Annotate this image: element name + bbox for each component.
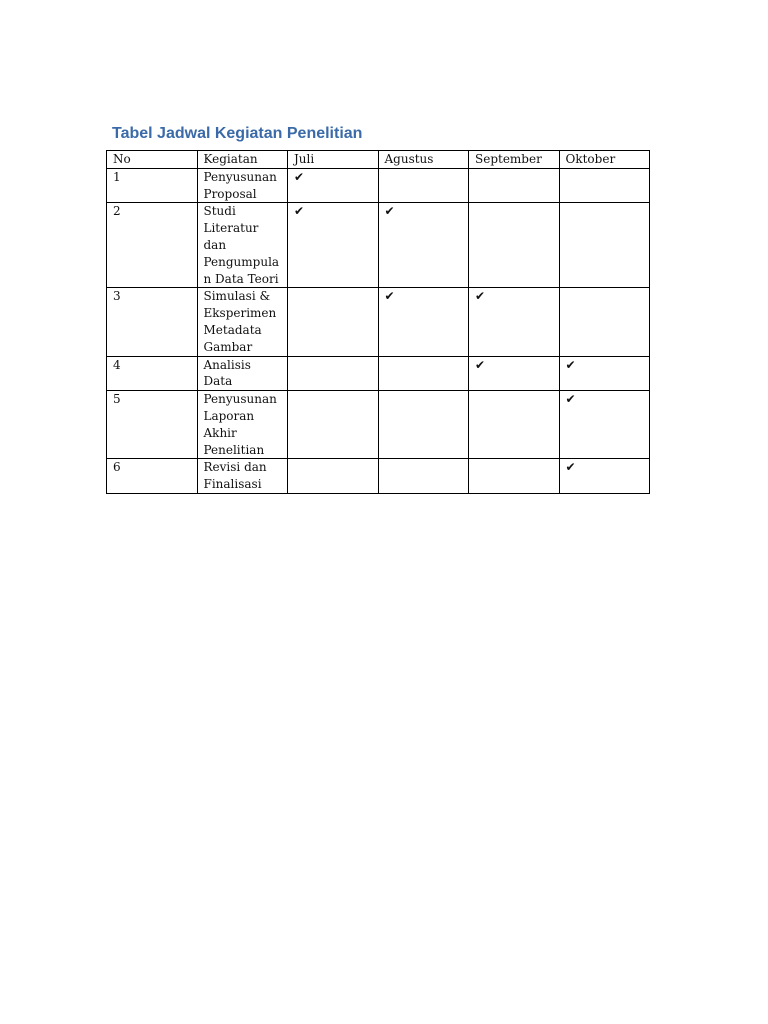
cell-month xyxy=(559,168,650,203)
cell-kegiatan: Revisi dan Finalisasi xyxy=(197,459,288,494)
cell-kegiatan: Analisis Data xyxy=(197,356,288,391)
cell-kegiatan: Penyusunan Laporan Akhir Penelitian xyxy=(197,391,288,459)
checkmark-icon: ✔ xyxy=(565,460,576,475)
checkmark-icon: ✔ xyxy=(475,289,486,304)
cell-month xyxy=(378,459,469,494)
checkmark-icon: ✔ xyxy=(475,357,486,372)
table-header-row xyxy=(107,151,650,169)
checkmark-icon: ✔ xyxy=(384,289,395,304)
cell-month xyxy=(559,203,650,288)
cell-no: 4 xyxy=(107,356,198,391)
cell-month xyxy=(288,356,379,391)
header-agustus: Agustus xyxy=(378,151,469,169)
cell-no: 2 xyxy=(107,203,198,288)
cell-no: 3 xyxy=(107,288,198,356)
cell-month xyxy=(378,391,469,459)
cell-month xyxy=(559,288,650,356)
table-row xyxy=(107,203,650,288)
cell-month xyxy=(469,288,560,356)
cell-month xyxy=(559,391,650,459)
cell-no: 1 xyxy=(107,168,198,203)
checkmark-icon: ✔ xyxy=(384,204,395,219)
schedule-table xyxy=(106,150,650,494)
header-september: September xyxy=(469,151,560,169)
cell-month xyxy=(469,459,560,494)
header-no: No xyxy=(107,151,198,169)
checkmark-icon: ✔ xyxy=(294,204,305,219)
header-kegiatan: Kegiatan xyxy=(197,151,288,169)
cell-month xyxy=(378,203,469,288)
cell-month xyxy=(288,168,379,203)
cell-kegiatan: Studi Literatur dan Pengumpulan Data Teori xyxy=(197,203,288,288)
table-row xyxy=(107,459,650,494)
cell-month xyxy=(288,203,379,288)
table-row xyxy=(107,168,650,203)
cell-month xyxy=(559,356,650,391)
cell-kegiatan: Penyusunan Proposal xyxy=(197,168,288,203)
cell-month xyxy=(288,288,379,356)
cell-month xyxy=(559,459,650,494)
cell-month xyxy=(378,168,469,203)
header-oktober: Oktober xyxy=(559,151,650,169)
checkmark-icon: ✔ xyxy=(294,169,305,184)
cell-month xyxy=(469,391,560,459)
table-row xyxy=(107,288,650,356)
cell-month xyxy=(288,391,379,459)
cell-month xyxy=(378,288,469,356)
cell-month xyxy=(469,203,560,288)
table-body xyxy=(107,168,650,493)
table-row xyxy=(107,356,650,391)
cell-month xyxy=(469,168,560,203)
cell-kegiatan: Simulasi & Eksperimen Metadata Gambar xyxy=(197,288,288,356)
cell-no: 5 xyxy=(107,391,198,459)
cell-no: 6 xyxy=(107,459,198,494)
header-juli: Juli xyxy=(288,151,379,169)
cell-month xyxy=(469,356,560,391)
cell-month xyxy=(288,459,379,494)
document-title: Tabel Jadwal Kegiatan Penelitian xyxy=(112,125,363,142)
table-row xyxy=(107,391,650,459)
checkmark-icon: ✔ xyxy=(565,392,576,407)
checkmark-icon: ✔ xyxy=(565,357,576,372)
cell-month xyxy=(378,356,469,391)
